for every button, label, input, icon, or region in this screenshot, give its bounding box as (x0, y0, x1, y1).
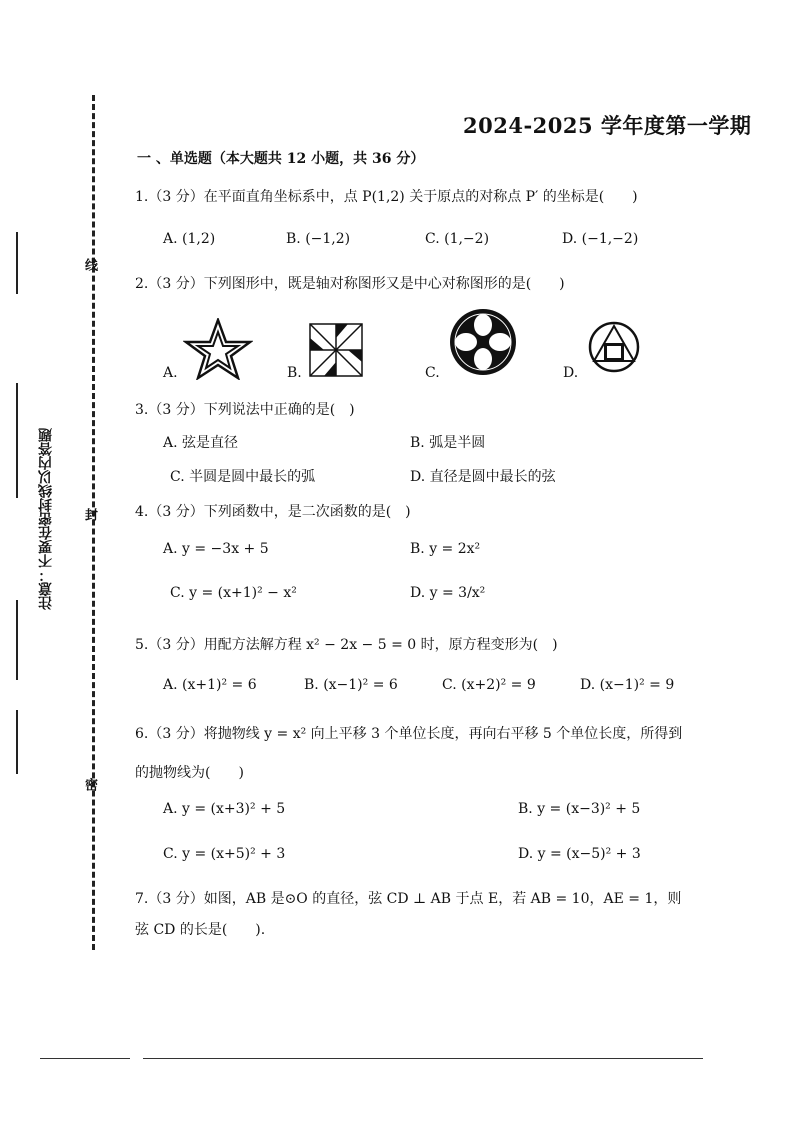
question-4-option-b: B. y = 2x² (410, 541, 481, 557)
question-2-stem: 2.（3 分）下列图形中，既是轴对称图形又是中心对称图形的是( ) (135, 276, 565, 292)
question-1-option-a: A. (1,2) (163, 231, 216, 247)
section-heading: 一 、单选题（本大题共 12 小题，共 36 分） (137, 151, 425, 167)
margin-bar (16, 383, 18, 498)
question-6-stem-cont: 的抛物线为( ) (135, 765, 244, 781)
question-6-option-d: D. y = (x−5)² + 3 (518, 846, 641, 862)
question-4-option-c: C. y = (x+1)² − x² (170, 585, 297, 601)
question-3-option-d: D. 直径是圆中最长的弦 (410, 469, 556, 485)
triangle-in-circle-figure (588, 321, 640, 373)
question-2-option-d: D. (563, 365, 579, 381)
question-6-option-b: B. y = (x−3)² + 5 (518, 801, 641, 817)
question-2-option-b: B. (287, 365, 302, 381)
question-5-option-c: C. (x+2)² = 9 (442, 677, 536, 693)
binding-char-seal: 封 (82, 508, 97, 521)
pinwheel-figure (308, 322, 364, 378)
question-6-stem: 6.（3 分）将抛物线 y = x² 向上平移 3 个单位长度，再向右平移 5 个单位长度，所得到 (135, 726, 683, 742)
exam-title: 2024-2025 学年度第一学期 (463, 113, 752, 138)
margin-bar (16, 710, 18, 774)
question-3-stem: 3.（3 分）下列说法中正确的是( ) (135, 402, 355, 418)
question-7-stem-cont: 弦 CD 的长是( ). (135, 922, 266, 938)
margin-bar (16, 232, 18, 294)
question-5-option-a: A. (x+1)² = 6 (163, 677, 257, 693)
question-4-option-d: D. y = 3/x² (410, 585, 486, 601)
question-6-option-a: A. y = (x+3)² + 5 (163, 801, 286, 817)
margin-bar (16, 600, 18, 680)
seal-dashed-line (92, 95, 95, 950)
margin-notice: 注意：不要在密封线以内答题 (38, 428, 54, 610)
star-figure (183, 318, 253, 380)
question-7-stem: 7.（3 分）如图，AB 是⊙O 的直径，弦 CD ⊥ AB 于点 E，若 AB = 10，AE = 1，则 (135, 891, 682, 907)
question-4-stem: 4.（3 分）下列函数中，是二次函数的是( ) (135, 504, 411, 520)
footer-rule (143, 1058, 703, 1059)
question-1-option-d: D. (−1,−2) (562, 231, 639, 247)
question-3-option-c: C. 半圆是圆中最长的弧 (170, 469, 316, 485)
circle-petal-figure (448, 307, 518, 377)
question-5-option-d: D. (x−1)² = 9 (580, 677, 675, 693)
question-1-option-c: C. (1,−2) (425, 231, 490, 247)
footer-rule (40, 1058, 130, 1059)
question-4-option-a: A. y = −3x + 5 (163, 541, 269, 557)
question-1-stem: 1.（3 分）在平面直角坐标系中，点 P(1,2) 关于原点的对称点 P′ 的坐标是( ) (135, 189, 638, 205)
question-3-option-b: B. 弧是半圆 (410, 435, 486, 451)
question-3-option-a: A. 弦是直径 (163, 435, 239, 451)
question-2-option-c: C. (425, 365, 440, 381)
question-2-option-a: A. (163, 365, 178, 381)
binding-char-secret: 密 (82, 778, 97, 791)
question-1-option-b: B. (−1,2) (286, 231, 351, 247)
question-6-option-c: C. y = (x+5)² + 3 (163, 846, 286, 862)
question-5-option-b: B. (x−1)² = 6 (304, 677, 398, 693)
question-5-stem: 5.（3 分）用配方法解方程 x² − 2x − 5 = 0 时，原方程变形为( ) (135, 637, 558, 653)
binding-char-line: 线 (82, 258, 97, 271)
